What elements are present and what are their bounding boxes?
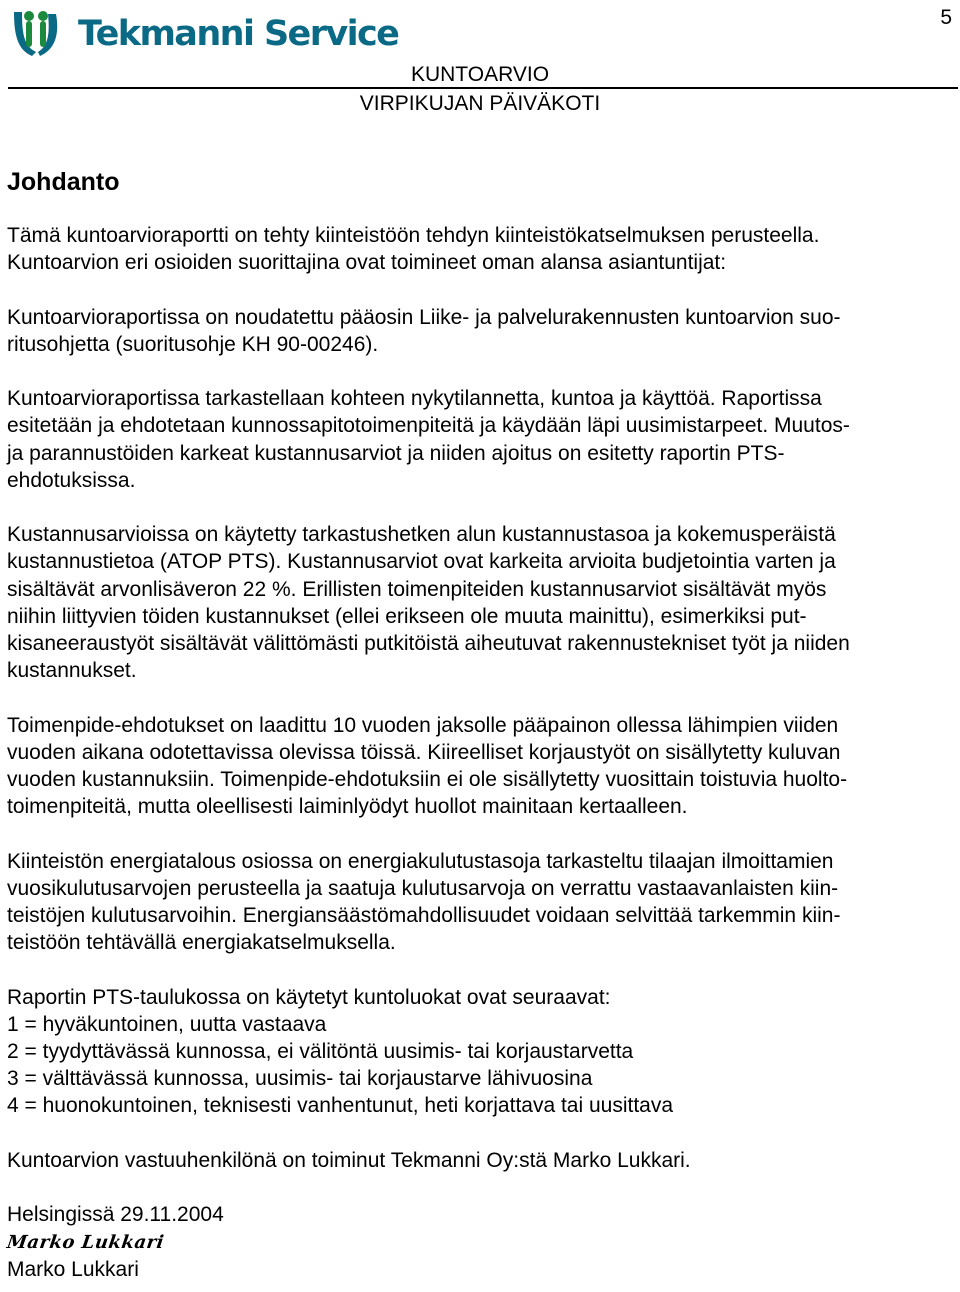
text-line: ritusohjetta (suoritusohje KH 90-00246). <box>7 332 379 356</box>
classes-intro: Raportin PTS-taulukossa on käytetyt kuntoluokat ovat seuraavat: <box>7 985 611 1009</box>
company-logo <box>8 6 398 62</box>
condition-class-item: 3 = välttävässä kunnossa, uusimis- tai korjaustarve lähivuosina <box>7 1067 593 1091</box>
text-line: Kuntoarvioraportissa on noudatettu pääosin Liike- ja palvelurakennusten kuntoarvion suo- <box>7 305 841 329</box>
condition-class-item: 1 = hyväkuntoinen, uutta vastaava <box>7 1012 327 1036</box>
condition-class-item: 2 = tyydyttävässä kunnossa, ei välitöntä uusimis- tai korjaustarvetta <box>7 1040 634 1063</box>
logo-figures-icon <box>8 6 70 62</box>
paragraph-intro <box>7 222 955 276</box>
text-line: esitetään ja ehdotetaan kunnossapitotoimenpiteitä ja käydään läpi uusimistarpeet. Muutos- <box>7 414 850 438</box>
text-line: Toimenpide-ehdotukset on laadittu 10 vuoden jaksolle pääpainon ollessa lähimpien viiden <box>7 713 839 737</box>
text-line: Kuntoarvion vastuuhenkilönä on toiminut Tekmanni Oy:stä Marko Lukkari. <box>7 1148 691 1172</box>
text-line: niihin liittyvien töiden kustannukset (ellei erikseen ole muuta mainittu), esimerkiksi put- <box>7 604 807 628</box>
text-line: vuosikulutusarvojen perusteella ja saatuja kulutusarvoja on verrattu vastaavanlaisten kiin- <box>7 876 839 900</box>
signer-name: Marko Lukkari <box>7 1258 139 1282</box>
header-title-block <box>300 61 660 88</box>
text-line: teistöjen kulutusarvoihin. Energiansäästömahdollisuudet voidaan selvittää tarkemmin kiin- <box>7 904 841 927</box>
header-divider <box>8 87 958 89</box>
text-line: teistöön tehtävällä energiakatselmuksella. <box>7 931 396 955</box>
paragraph-guideline <box>7 304 955 358</box>
paragraph-scope <box>7 385 955 494</box>
text-line: ehdotuksissa. <box>7 468 136 492</box>
paragraph-energy <box>7 848 955 957</box>
text-line: sisältävät arvonlisäveron 22 %. Erillisten toimenpiteiden kustannusarviot sisältävät myös <box>7 577 827 601</box>
paragraph-responsible <box>7 1147 955 1174</box>
brand-name: Tekmanni Service <box>78 13 399 54</box>
page-number: 5 <box>940 6 952 29</box>
text-line: Kuntoarvion eri osioiden suorittajina ovat toimineet oman alansa asiantuntijat: <box>7 251 727 275</box>
handwritten-signature: Marko Lukkari <box>5 1232 166 1254</box>
text-line: Kuntoarvioraportissa tarkastellaan kohteen nykytilannetta, kuntoa ja käyttöä. Raportissa <box>7 387 822 411</box>
text-line: kustannustietoa (ATOP PTS). Kustannusarviot ovat karkeita arvioita budjetointia varten ja <box>7 550 836 574</box>
signature-block <box>7 1201 955 1283</box>
condition-class-item: 4 = huonokuntoinen, teknisesti vanhentunut, heti korjattava tai uusittava <box>7 1094 674 1118</box>
paragraph-action-proposals <box>7 712 955 821</box>
text-line: toimenpiteitä, mutta oleellisesti laiminlyödyt huollot mainitaan kertaalleen. <box>7 795 688 819</box>
place-date: Helsingissä 29.11.2004 <box>7 1203 224 1227</box>
text-line: kustannukset. <box>7 659 137 683</box>
text-line: vuoden kustannuksiin. Toimenpide-ehdotuksiin ei ole sisällytetty vuosittain toistuvia huolto- <box>7 768 848 791</box>
condition-classes <box>7 984 955 1120</box>
text-line: vuoden aikana odotettavissa olevissa töissä. Kiireelliset korjaustyöt on sisällytetty kuluvan <box>7 740 841 764</box>
document-title: KUNTOARVIO <box>410 63 550 86</box>
text-line: kisaneeraustyöt sisältävät välittömästi putkitöistä aiheutuvat rakennustekniset työt ja niiden <box>7 632 850 655</box>
document-body <box>7 164 955 1284</box>
section-heading: Johdanto <box>7 168 120 196</box>
text-line: Kiinteistön energiatalous osiossa on energiakulutustasoja tarkasteltu tilaajan ilmoittamien <box>7 849 834 873</box>
text-line: Tämä kuntoarvioraportti on tehty kiinteistöön tehdyn kiinteistökatselmuksen perusteella. <box>7 224 820 247</box>
text-line: ja parannustöiden karkeat kustannusarviot ja niiden ajoitus on esitetty raportin PTS- <box>7 441 785 465</box>
paragraph-cost-estimates <box>7 521 955 684</box>
text-line: Kustannusarvioissa on käytetty tarkastushetken alun kustannustasoa ja kokemusperäistä <box>7 523 836 547</box>
document-subtitle: VIRPIKUJAN PÄIVÄKOTI <box>359 92 601 115</box>
